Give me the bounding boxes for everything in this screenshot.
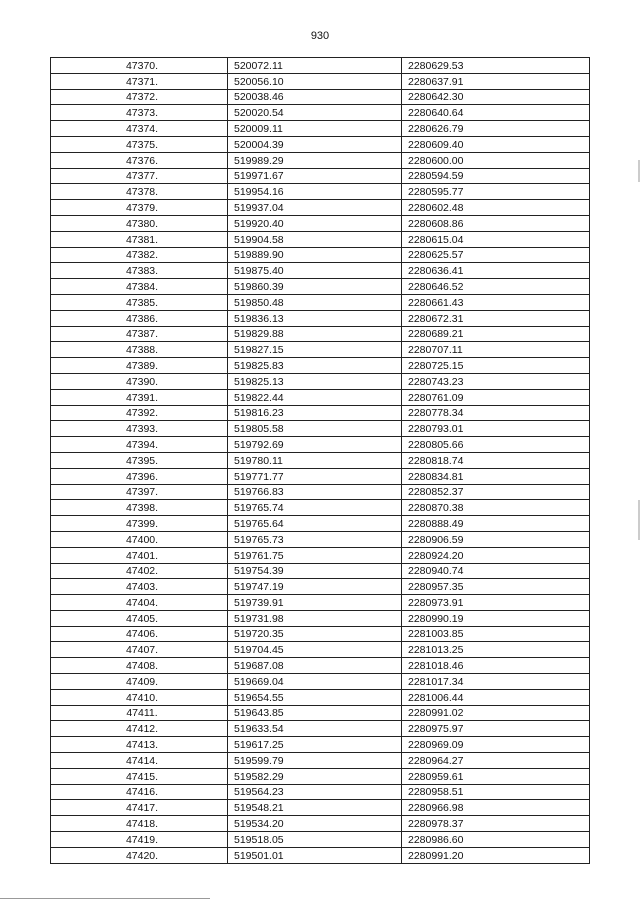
table-row [51, 405, 590, 421]
table-row [51, 737, 590, 753]
northing-cell: 2280959.61 [402, 768, 590, 784]
easting-cell: 519825.13 [228, 373, 402, 389]
table-row [51, 516, 590, 532]
table-row [51, 626, 590, 642]
northing-cell: 2280924.20 [402, 547, 590, 563]
point-number-cell: 47411. [51, 705, 228, 721]
table-row [51, 389, 590, 405]
easting-cell: 519761.75 [228, 547, 402, 563]
point-number-cell: 47418. [51, 816, 228, 832]
easting-cell: 520004.39 [228, 136, 402, 152]
easting-cell: 519669.04 [228, 674, 402, 690]
easting-cell: 519633.54 [228, 721, 402, 737]
easting-cell: 519920.40 [228, 215, 402, 231]
northing-cell: 2280818.74 [402, 452, 590, 468]
table-row [51, 531, 590, 547]
point-number-cell: 47420. [51, 847, 228, 863]
point-number-cell: 47403. [51, 579, 228, 595]
table-row [51, 310, 590, 326]
point-number-cell: 47374. [51, 121, 228, 137]
easting-cell: 519937.04 [228, 200, 402, 216]
table-row [51, 768, 590, 784]
northing-cell: 2281018.46 [402, 658, 590, 674]
northing-cell: 2281006.44 [402, 689, 590, 705]
point-number-cell: 47406. [51, 626, 228, 642]
northing-cell: 2280966.98 [402, 800, 590, 816]
point-number-cell: 47399. [51, 516, 228, 532]
easting-cell: 519599.79 [228, 753, 402, 769]
point-number-cell: 47395. [51, 452, 228, 468]
easting-cell: 519766.83 [228, 484, 402, 500]
point-number-cell: 47375. [51, 136, 228, 152]
northing-cell: 2280642.30 [402, 89, 590, 105]
table-row [51, 689, 590, 705]
point-number-cell: 47380. [51, 215, 228, 231]
table-row [51, 152, 590, 168]
easting-cell: 519771.77 [228, 468, 402, 484]
table-row [51, 800, 590, 816]
northing-cell: 2280609.40 [402, 136, 590, 152]
table-row [51, 642, 590, 658]
point-number-cell: 47397. [51, 484, 228, 500]
easting-cell: 519534.20 [228, 816, 402, 832]
table-row [51, 563, 590, 579]
northing-cell: 2280600.00 [402, 152, 590, 168]
page-number: 930 [310, 30, 330, 42]
table-row [51, 500, 590, 516]
table-row [51, 721, 590, 737]
table-row [51, 421, 590, 437]
easting-cell: 519747.19 [228, 579, 402, 595]
point-number-cell: 47400. [51, 531, 228, 547]
northing-cell: 2280870.38 [402, 500, 590, 516]
table-row [51, 58, 590, 74]
easting-cell: 520038.46 [228, 89, 402, 105]
easting-cell: 519860.39 [228, 279, 402, 295]
table-row [51, 279, 590, 295]
northing-cell: 2280990.19 [402, 610, 590, 626]
point-number-cell: 47412. [51, 721, 228, 737]
northing-cell: 2280834.81 [402, 468, 590, 484]
northing-cell: 2280707.11 [402, 342, 590, 358]
table-row [51, 753, 590, 769]
easting-cell: 519564.23 [228, 784, 402, 800]
table-row [51, 121, 590, 137]
point-number-cell: 47414. [51, 753, 228, 769]
point-number-cell: 47407. [51, 642, 228, 658]
northing-cell: 2280978.37 [402, 816, 590, 832]
northing-cell: 2280626.79 [402, 121, 590, 137]
point-number-cell: 47410. [51, 689, 228, 705]
northing-cell: 2280991.02 [402, 705, 590, 721]
northing-cell: 2280888.49 [402, 516, 590, 532]
table-row [51, 579, 590, 595]
point-number-cell: 47394. [51, 437, 228, 453]
northing-cell: 2280594.59 [402, 168, 590, 184]
coordinates-table [50, 57, 590, 864]
table-row [51, 484, 590, 500]
northing-cell: 2280991.20 [402, 847, 590, 863]
point-number-cell: 47398. [51, 500, 228, 516]
easting-cell: 519548.21 [228, 800, 402, 816]
point-number-cell: 47371. [51, 73, 228, 89]
northing-cell: 2281017.34 [402, 674, 590, 690]
point-number-cell: 47392. [51, 405, 228, 421]
easting-cell: 519731.98 [228, 610, 402, 626]
easting-cell: 519971.67 [228, 168, 402, 184]
northing-cell: 2280646.52 [402, 279, 590, 295]
table-row [51, 358, 590, 374]
table-row [51, 231, 590, 247]
table-row [51, 294, 590, 310]
table-row [51, 658, 590, 674]
northing-cell: 2280637.91 [402, 73, 590, 89]
northing-cell: 2280615.04 [402, 231, 590, 247]
easting-cell: 519850.48 [228, 294, 402, 310]
table-row [51, 215, 590, 231]
northing-cell: 2280906.59 [402, 531, 590, 547]
easting-cell: 519518.05 [228, 832, 402, 848]
easting-cell: 519654.55 [228, 689, 402, 705]
northing-cell: 2280608.86 [402, 215, 590, 231]
point-number-cell: 47393. [51, 421, 228, 437]
easting-cell: 519643.85 [228, 705, 402, 721]
easting-cell: 519582.29 [228, 768, 402, 784]
point-number-cell: 47382. [51, 247, 228, 263]
table-row [51, 547, 590, 563]
point-number-cell: 47388. [51, 342, 228, 358]
northing-cell: 2280852.37 [402, 484, 590, 500]
scan-bottom-line [0, 898, 210, 899]
northing-cell: 2281013.25 [402, 642, 590, 658]
northing-cell: 2280629.53 [402, 58, 590, 74]
point-number-cell: 47370. [51, 58, 228, 74]
point-number-cell: 47378. [51, 184, 228, 200]
northing-cell: 2280973.91 [402, 595, 590, 611]
table-row [51, 705, 590, 721]
table-row [51, 184, 590, 200]
northing-cell: 2281003.85 [402, 626, 590, 642]
point-number-cell: 47383. [51, 263, 228, 279]
easting-cell: 519704.45 [228, 642, 402, 658]
easting-cell: 520009.11 [228, 121, 402, 137]
coordinates-table-body [51, 58, 590, 864]
table-row [51, 136, 590, 152]
point-number-cell: 47376. [51, 152, 228, 168]
northing-cell: 2280661.43 [402, 294, 590, 310]
easting-cell: 519765.73 [228, 531, 402, 547]
easting-cell: 519754.39 [228, 563, 402, 579]
point-number-cell: 47419. [51, 832, 228, 848]
easting-cell: 519904.58 [228, 231, 402, 247]
northing-cell: 2280602.48 [402, 200, 590, 216]
northing-cell: 2280689.21 [402, 326, 590, 342]
easting-cell: 520020.54 [228, 105, 402, 121]
northing-cell: 2280625.57 [402, 247, 590, 263]
easting-cell: 519875.40 [228, 263, 402, 279]
northing-cell: 2280805.66 [402, 437, 590, 453]
point-number-cell: 47417. [51, 800, 228, 816]
point-number-cell: 47404. [51, 595, 228, 611]
point-number-cell: 47413. [51, 737, 228, 753]
northing-cell: 2280636.41 [402, 263, 590, 279]
northing-cell: 2280975.97 [402, 721, 590, 737]
northing-cell: 2280964.27 [402, 753, 590, 769]
point-number-cell: 47387. [51, 326, 228, 342]
point-number-cell: 47377. [51, 168, 228, 184]
easting-cell: 519816.23 [228, 405, 402, 421]
point-number-cell: 47389. [51, 358, 228, 374]
northing-cell: 2280958.51 [402, 784, 590, 800]
point-number-cell: 47391. [51, 389, 228, 405]
easting-cell: 519822.44 [228, 389, 402, 405]
northing-cell: 2280640.64 [402, 105, 590, 121]
northing-cell: 2280743.23 [402, 373, 590, 389]
northing-cell: 2280957.35 [402, 579, 590, 595]
point-number-cell: 47384. [51, 279, 228, 295]
table-row [51, 73, 590, 89]
easting-cell: 520056.10 [228, 73, 402, 89]
easting-cell: 519989.29 [228, 152, 402, 168]
table-row [51, 468, 590, 484]
easting-cell: 519617.25 [228, 737, 402, 753]
table-row [51, 247, 590, 263]
northing-cell: 2280986.60 [402, 832, 590, 848]
point-number-cell: 47405. [51, 610, 228, 626]
table-row [51, 832, 590, 848]
table-row [51, 595, 590, 611]
table-row [51, 342, 590, 358]
table-row [51, 816, 590, 832]
northing-cell: 2280595.77 [402, 184, 590, 200]
point-number-cell: 47372. [51, 89, 228, 105]
table-row [51, 437, 590, 453]
easting-cell: 519720.35 [228, 626, 402, 642]
table-row [51, 263, 590, 279]
northing-cell: 2280761.09 [402, 389, 590, 405]
easting-cell: 519501.01 [228, 847, 402, 863]
point-number-cell: 47379. [51, 200, 228, 216]
easting-cell: 519829.88 [228, 326, 402, 342]
point-number-cell: 47373. [51, 105, 228, 121]
table-row [51, 847, 590, 863]
table-row [51, 89, 590, 105]
northing-cell: 2280793.01 [402, 421, 590, 437]
northing-cell: 2280969.09 [402, 737, 590, 753]
table-row [51, 326, 590, 342]
point-number-cell: 47409. [51, 674, 228, 690]
easting-cell: 519954.16 [228, 184, 402, 200]
northing-cell: 2280940.74 [402, 563, 590, 579]
point-number-cell: 47381. [51, 231, 228, 247]
table-row [51, 373, 590, 389]
northing-cell: 2280725.15 [402, 358, 590, 374]
easting-cell: 519805.58 [228, 421, 402, 437]
easting-cell: 519765.64 [228, 516, 402, 532]
easting-cell: 519739.91 [228, 595, 402, 611]
table-row [51, 784, 590, 800]
table-row [51, 200, 590, 216]
point-number-cell: 47416. [51, 784, 228, 800]
easting-cell: 520072.11 [228, 58, 402, 74]
point-number-cell: 47396. [51, 468, 228, 484]
easting-cell: 519792.69 [228, 437, 402, 453]
easting-cell: 519765.74 [228, 500, 402, 516]
easting-cell: 519836.13 [228, 310, 402, 326]
northing-cell: 2280778.34 [402, 405, 590, 421]
point-number-cell: 47415. [51, 768, 228, 784]
table-row [51, 452, 590, 468]
table-row [51, 674, 590, 690]
easting-cell: 519825.83 [228, 358, 402, 374]
point-number-cell: 47402. [51, 563, 228, 579]
table-row [51, 610, 590, 626]
table-row [51, 168, 590, 184]
table-row [51, 105, 590, 121]
easting-cell: 519889.90 [228, 247, 402, 263]
easting-cell: 519780.11 [228, 452, 402, 468]
point-number-cell: 47401. [51, 547, 228, 563]
point-number-cell: 47408. [51, 658, 228, 674]
northing-cell: 2280672.31 [402, 310, 590, 326]
point-number-cell: 47390. [51, 373, 228, 389]
easting-cell: 519687.08 [228, 658, 402, 674]
point-number-cell: 47386. [51, 310, 228, 326]
easting-cell: 519827.15 [228, 342, 402, 358]
point-number-cell: 47385. [51, 294, 228, 310]
